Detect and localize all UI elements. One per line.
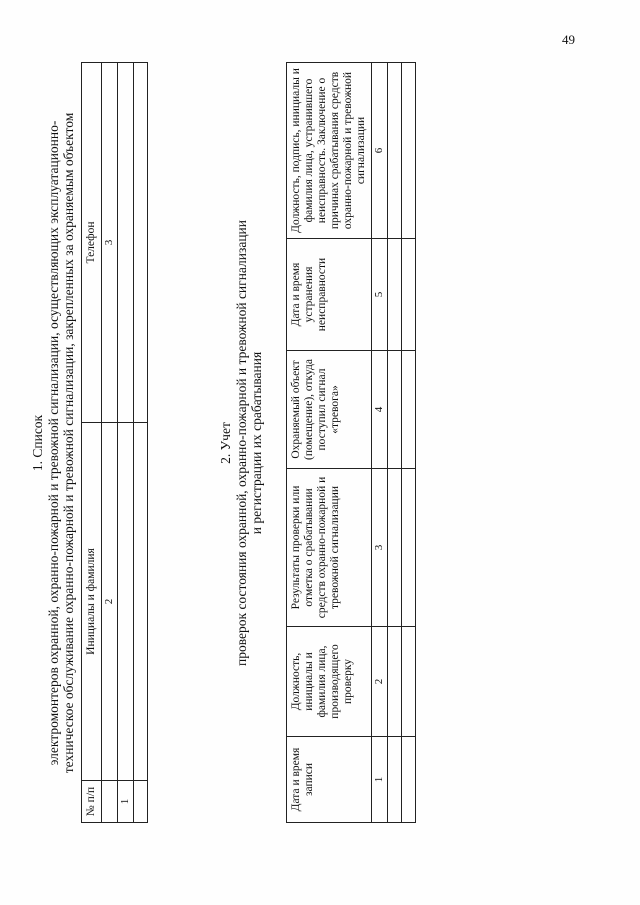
section1-header-row — [82, 63, 102, 823]
section2-col-object: Охраняемый объект (помещение), откуда поступил сигнал «тревога» — [287, 351, 372, 469]
section2-col-inspector: Должность, инициалы и фамилия лица, производящего проверку — [287, 627, 372, 737]
section1-title: 1. Список — [30, 414, 45, 472]
table-cell — [102, 781, 118, 823]
table-cell — [388, 351, 402, 469]
table-cell: 6 — [372, 63, 388, 239]
section2-numbering-row — [372, 63, 388, 823]
table-cell — [134, 781, 148, 823]
table-cell — [388, 627, 402, 737]
section1-col-number: № п/п — [82, 781, 102, 823]
section1-numbering-row — [102, 63, 118, 823]
section2-subtitle-line-2: и регистрации их срабатывания — [249, 351, 264, 535]
table-cell — [388, 239, 402, 351]
table-cell: 2 — [372, 627, 388, 737]
table-cell — [402, 469, 416, 627]
section1-table — [81, 62, 148, 823]
section2-heading — [218, 63, 265, 823]
table-cell — [388, 63, 402, 239]
table-cell: 4 — [372, 351, 388, 469]
table-row — [402, 63, 416, 823]
table-cell — [402, 239, 416, 351]
table-cell: 2 — [102, 423, 118, 781]
section1-col-phone: Телефон — [82, 63, 102, 423]
section2-header-row — [287, 63, 372, 823]
table-cell — [118, 423, 134, 781]
table-cell — [134, 63, 148, 423]
section2-subtitle-line-1: проверок состояния охранной, охранно-пожарной и тревожной сигнализации — [233, 220, 249, 666]
table-row — [134, 63, 148, 823]
table-cell — [402, 63, 416, 239]
page-number: 49 — [562, 32, 575, 47]
table-cell — [388, 737, 402, 823]
section1-col-name: Инициалы и фамилия — [82, 423, 102, 781]
table-row — [118, 63, 134, 823]
table-cell: 5 — [372, 239, 388, 351]
section1-heading — [30, 63, 77, 823]
section2-col-fix-date: Дата и время устранения неисправности — [287, 239, 372, 351]
table-cell — [402, 351, 416, 469]
table-cell — [118, 63, 134, 423]
section2-title: 2. Учет — [218, 422, 233, 464]
section1-subtitle-line-1: электромонтеров охранной, охранно-пожарной и тревожной сигнализации, осуществляющих эксплуатационно- — [45, 120, 61, 766]
table-cell — [134, 423, 148, 781]
section2-table — [286, 62, 416, 823]
section2-col-results: Результаты проверки или отметка о срабатывании средств охранно-пожарной и тревожной сигнализации — [287, 469, 372, 627]
table-row — [388, 63, 402, 823]
table-cell — [388, 469, 402, 627]
table-cell: 3 — [102, 63, 118, 423]
section1-subtitle-line-2: техническое обслуживание охранно-пожарной и тревожной сигнализации, закрепленных за охраняемым объектом — [61, 112, 76, 774]
table-cell: 1 — [118, 781, 134, 823]
table-cell — [402, 737, 416, 823]
table-cell: 3 — [372, 469, 388, 627]
table-cell — [402, 627, 416, 737]
section2-col-date: Дата и время записи — [287, 737, 372, 823]
section2-col-conclusion: Должность, подпись, инициалы и фамилия лица, устранившего неисправность. Заключение о причинах срабатывания средств охранно-пожарной и тревожной сигнализации — [287, 63, 372, 239]
table-cell: 1 — [372, 737, 388, 823]
